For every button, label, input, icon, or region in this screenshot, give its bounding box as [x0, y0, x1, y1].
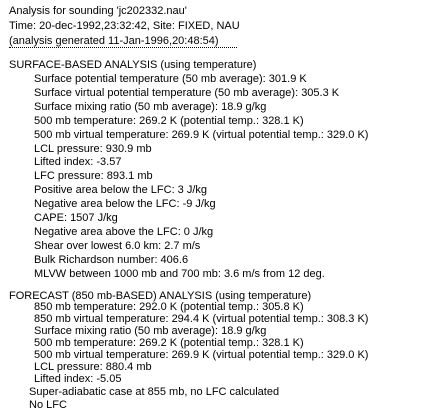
forecast-item: Surface mixing ratio (50 mb average): 18.9 g/kg [34, 325, 267, 337]
header-sounding-title: Analysis for sounding 'jc202332.nau' [9, 5, 187, 17]
forecast-item: 850 mb temperature: 292.0 K (potential temp.: 305.8 K) [34, 301, 304, 313]
surface-item: Positive area below the LFC: 3 J/kg [34, 184, 208, 196]
forecast-item: 850 mb virtual temperature: 294.4 K (virtual potential temp.: 308.3 K) [34, 313, 369, 325]
header-time-site: Time: 20-dec-1992,23:32:42, Site: FIXED, NAU [9, 20, 240, 32]
forecast-section-title: FORECAST (850 mb-BASED) ANALYSIS (using temperature) [9, 290, 312, 302]
surface-item: 500 mb virtual temperature: 269.9 K (virtual potential temp.: 329.0 K) [34, 129, 369, 141]
surface-item: Lifted index: -3.57 [34, 156, 122, 168]
surface-item: Negative area above the LFC: 0 J/kg [34, 226, 214, 238]
surface-item: LCL pressure: 930.9 mb [34, 143, 152, 155]
surface-item: Surface potential temperature (50 mb average): 301.9 K [34, 73, 307, 85]
header-generated: (analysis generated 11-Jan-1996,20:48:54) [9, 35, 219, 47]
forecast-item: 500 mb virtual temperature: 269.9 K (virtual potential temp.: 329.0 K) [34, 349, 369, 361]
surface-item: MLVW between 1000 mb and 700 mb: 3.6 m/s from 12 deg. [34, 268, 325, 280]
header-separator [9, 47, 237, 48]
surface-item: Bulk Richardson number: 406.6 [34, 254, 189, 266]
forecast-note-no-lfc: No LFC [29, 399, 67, 411]
surface-section-title: SURFACE-BASED ANALYSIS (using temperature) [9, 59, 257, 71]
surface-item: CAPE: 1507 J/kg [34, 212, 118, 224]
forecast-item: Lifted index: -5.05 [34, 373, 122, 385]
surface-item: Surface virtual potential temperature (50 mb average): 305.3 K [34, 87, 340, 99]
forecast-note-superadiabatic: Super-adiabatic case at 855 mb, no LFC calculated [29, 386, 280, 398]
surface-item: Shear over lowest 6.0 km: 2.7 m/s [34, 240, 201, 252]
surface-item: 500 mb temperature: 269.2 K (potential temp.: 328.1 K) [34, 115, 304, 127]
surface-item: Surface mixing ratio (50 mb average): 18.9 g/kg [34, 101, 267, 113]
surface-item: LFC pressure: 893.1 mb [34, 170, 153, 182]
forecast-item: LCL pressure: 880.4 mb [34, 361, 152, 373]
surface-item: Negative area below the LFC: -9 J/kg [34, 198, 216, 210]
forecast-item: 500 mb temperature: 269.2 K (potential temp.: 328.1 K) [34, 337, 304, 349]
